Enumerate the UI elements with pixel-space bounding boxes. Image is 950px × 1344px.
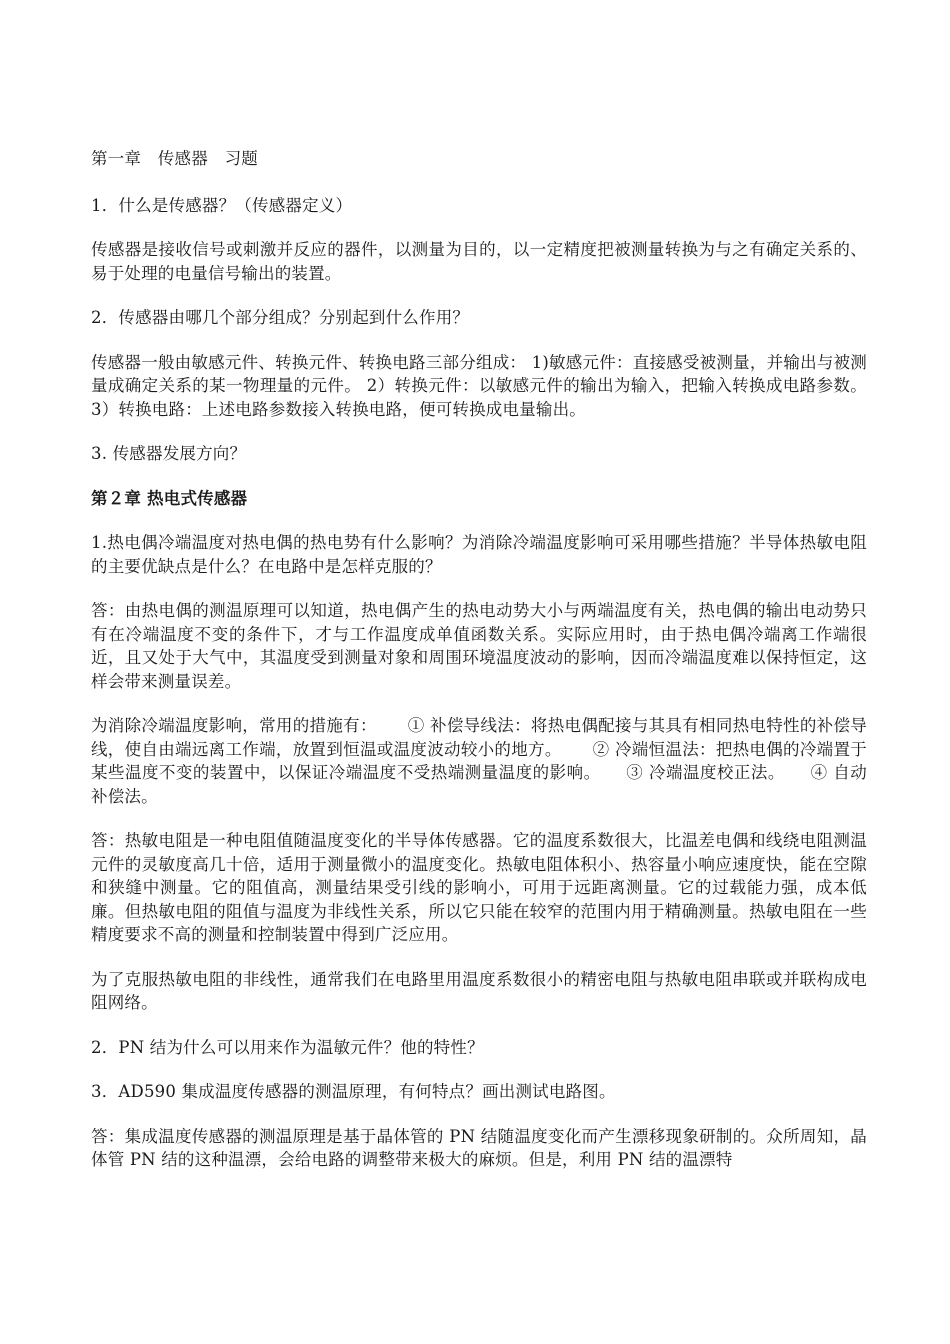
chapter-2-answer-1-paragraph-1: 答：由热电偶的测温原理可以知道，热电偶产生的热电动势大小与两端温度有关，热电偶的输出电动势只有在冷端温度不变的条件下，才与工作温度成单值函数关系。实际应用时，由于热电偶冷端离工作端很近，且又处于大气中，其温度受到测量对象和周围环境温度波动的影响，因而冷端温度难以保持恒定，这样会带来测量误差。: [91, 601, 867, 691]
question-1: 1．什么是传感器？（传感器定义）: [91, 195, 353, 215]
question-2: 2．传感器由哪几个部分组成？分别起到什么作用？: [91, 308, 470, 327]
chapter-1-title: 第一章 传感器 习题: [91, 149, 258, 168]
answer-2: 传感器一般由敏感元件、转换元件、转换电路三部分组成： 1)敏感元件：直接感受被测量，并输出与被测量成确定关系的某一物理量的元件。 2）转换元件：以敏感元件的输出为输入，把输入转换成电路参数。 3）转换电路：上述电路参数接入转换电路，便可转换成电量输出。: [91, 352, 867, 419]
answer-1: 传感器是接收信号或刺激并反应的器件，以测量为目的，以一定精度把被测量转换为与之有确定关系的、易于处理的电量信号输出的装置。: [91, 240, 867, 283]
chapter-2-title: 第２章 热电式传感器: [91, 488, 248, 508]
document-page: [91, 147, 867, 1193]
chapter-2-answer-3: 答：集成温度传感器的测温原理是基于晶体管的 PN 结随温度变化而产生漂移现象研制的。众所周知，晶体管 PN 结的这种温漂，会给电路的调整带来极大的麻烦。但是，利用 PN 结的温漂特: [91, 1126, 867, 1169]
chapter-2-question-3: 3．AD590 集成温度传感器的测温原理，有何特点？画出测试电路图。: [91, 1082, 616, 1101]
chapter-2-question-1: 1.热电偶冷端温度对热电偶的热电势有什么影响？为消除冷端温度影响可采用哪些措施？半导体热敏电阻的主要优缺点是什么？在电路中是怎样克服的？: [91, 533, 867, 576]
chapter-2-answer-1-paragraph-4: 为了克服热敏电阻的非线性，通常我们在电路里用温度系数很小的精密电阻与热敏电阻串联或并联构成电阻网络。: [91, 969, 867, 1012]
chapter-2-answer-1-paragraph-2: 为消除冷端温度影响，常用的措施有： ① 补偿导线法：将热电偶配接与其具有相同热电特性的补偿导线，使自由端远离工作端，放置到恒温或温度波动较小的地方。 ② 冷端恒温法：把热电偶的冷端置于某些温度不变的装置中，以保证冷端温度不受热端测量温度的影响。 ③ 冷端温度校正法。 ④ 自动补偿法。: [91, 716, 867, 806]
chapter-2-question-2: 2．PN 结为什么可以用来作为温敏元件？他的特性？: [91, 1037, 484, 1057]
question-3: 3. 传感器发展方向？: [91, 444, 247, 463]
chapter-2-answer-1-paragraph-3: 答：热敏电阻是一种电阻值随温度变化的半导体传感器。它的温度系数很大，比温差电偶和线绕电阻测温元件的灵敏度高几十倍，适用于测量微小的温度变化。热敏电阻体积小、热容量小响应速度快，能在空隙和狭缝中测量。它的阻值高，测量结果受引线的影响小，可用于远距离测量。它的过载能力强，成本低廉。但热敏电阻的阻值与温度为非线性关系，所以它只能在较窄的范围内用于精确测量。热敏电阻在一些精度要求不高的测量和控制装置中得到广泛应用。: [91, 831, 867, 944]
